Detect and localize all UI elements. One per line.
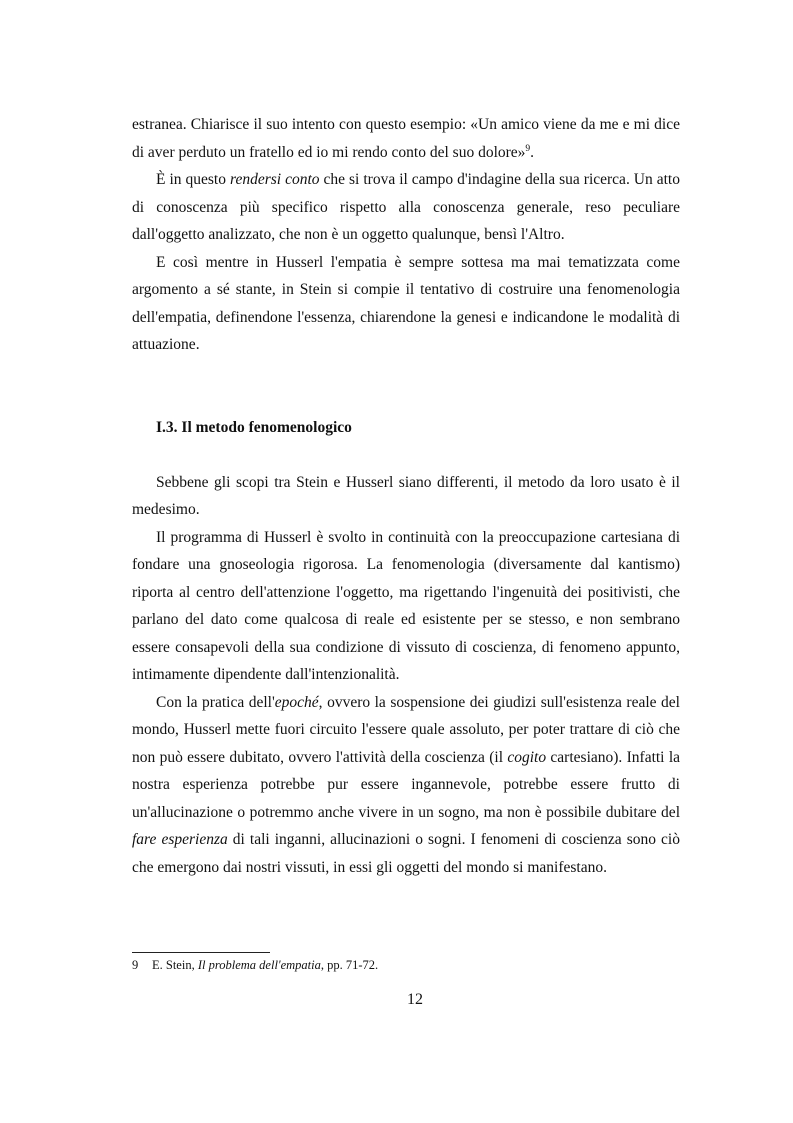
footnote-number: 9 xyxy=(132,958,139,972)
section-paragraph-1 xyxy=(132,469,680,524)
emphasis-cogito: cogito xyxy=(507,748,547,766)
paragraph-1-text: estranea. Chiarisce il suo intento con questo esempio: «Un amico viene da me e mi dice di aver perduto un fratello ed io mi rendo conto del suo dolore» xyxy=(132,116,680,161)
section-paragraph-2 xyxy=(132,524,680,689)
emphasis-fare-esperienza: fare esperienza xyxy=(132,831,228,848)
footnote-separator xyxy=(132,952,270,953)
section-paragraph-3-text-b: , ovvero la sospensione dei giudizi sull'esistenza reale del mondo, Husserl mette fuori circuito l'essere quale assoluto, per poter trattare di ciò che non può essere dubitato, ovvero l'attività della coscienza (il xyxy=(132,693,680,766)
section-paragraph-3-text-c: cartesiano). Infatti la nostra esperienza potrebbe pur essere ingannevole, potrebbe essere frutto di un'allucinazione o potremmo anche vivere in un sogno, ma non è possibile dubitare del xyxy=(132,748,681,821)
footnote-title: Il problema dell'empatia xyxy=(197,958,321,972)
page-number: 12 xyxy=(407,991,423,1008)
paragraph-3 xyxy=(132,249,680,359)
paragraph-2 xyxy=(132,166,680,249)
footnote-reference[interactable]: 9 xyxy=(525,143,531,154)
footnote-author: E. Stein, xyxy=(152,958,198,972)
paragraph-2-text-a: È in questo xyxy=(156,171,230,188)
emphasis-epoche: epoché xyxy=(274,693,319,711)
section-paragraph-3-text-d: di tali inganni, allucinazioni o sogni. I fenomeni di coscienza sono ciò che emergono dai nostri vissuti, in essi gli oggetti del mondo si manifestano. xyxy=(132,831,680,876)
section-paragraph-2-text: Il programma di Husserl è svolto in continuità con la preoccupazione cartesiana di fondare una gnoseologia rigorosa. La fenomenologia (diversamente dal kantismo) riporta al centro dell'attenzione l'oggetto, ma rigettando l'ingenuità dei positivisti, che parlano del dato come qualcosa di reale ed esistente per se stesso, e non sembrano essere consapevoli della sua condizione di vissuto di coscienza, di fenomeno appunto, intimamente dipendente dall'intenzionalità. xyxy=(132,528,680,683)
paragraph-1-end: . xyxy=(530,143,535,161)
footnote-pages: , pp. 71-72. xyxy=(320,958,379,972)
footnote xyxy=(132,957,680,973)
paragraph-3-text: E così mentre in Husserl l'empatia è sempre sottesa ma mai tematizzata come argomento a sé stante, in Stein si compie il tentativo di costruire una fenomenologia dell'empatia, definendone l'essenza, chiarendone la genesi e indicandone le modalità di attuazione. xyxy=(132,253,680,353)
section-paragraph-1-text: Sebbene gli scopi tra Stein e Husserl siano differenti, il metodo da loro usato è il medesimo. xyxy=(132,473,680,518)
paragraph-1 xyxy=(132,111,680,166)
section-heading: I.3. Il metodo fenomenologico xyxy=(156,418,352,436)
section-paragraph-3-text-a: Con la pratica dell' xyxy=(156,693,275,711)
paragraph-2-emphasis: rendersi conto xyxy=(229,171,320,188)
paragraph-2-text-b: che si trova il campo d'indagine della sua ricerca. Un atto di conoscenza più specifico rispetto alla conoscenza generale, reso peculiare dall'oggetto analizzato, che non è un oggetto qualunque, bensì l'Altro. xyxy=(132,171,680,243)
section-paragraph-3 xyxy=(132,689,680,882)
body-text xyxy=(132,111,680,881)
